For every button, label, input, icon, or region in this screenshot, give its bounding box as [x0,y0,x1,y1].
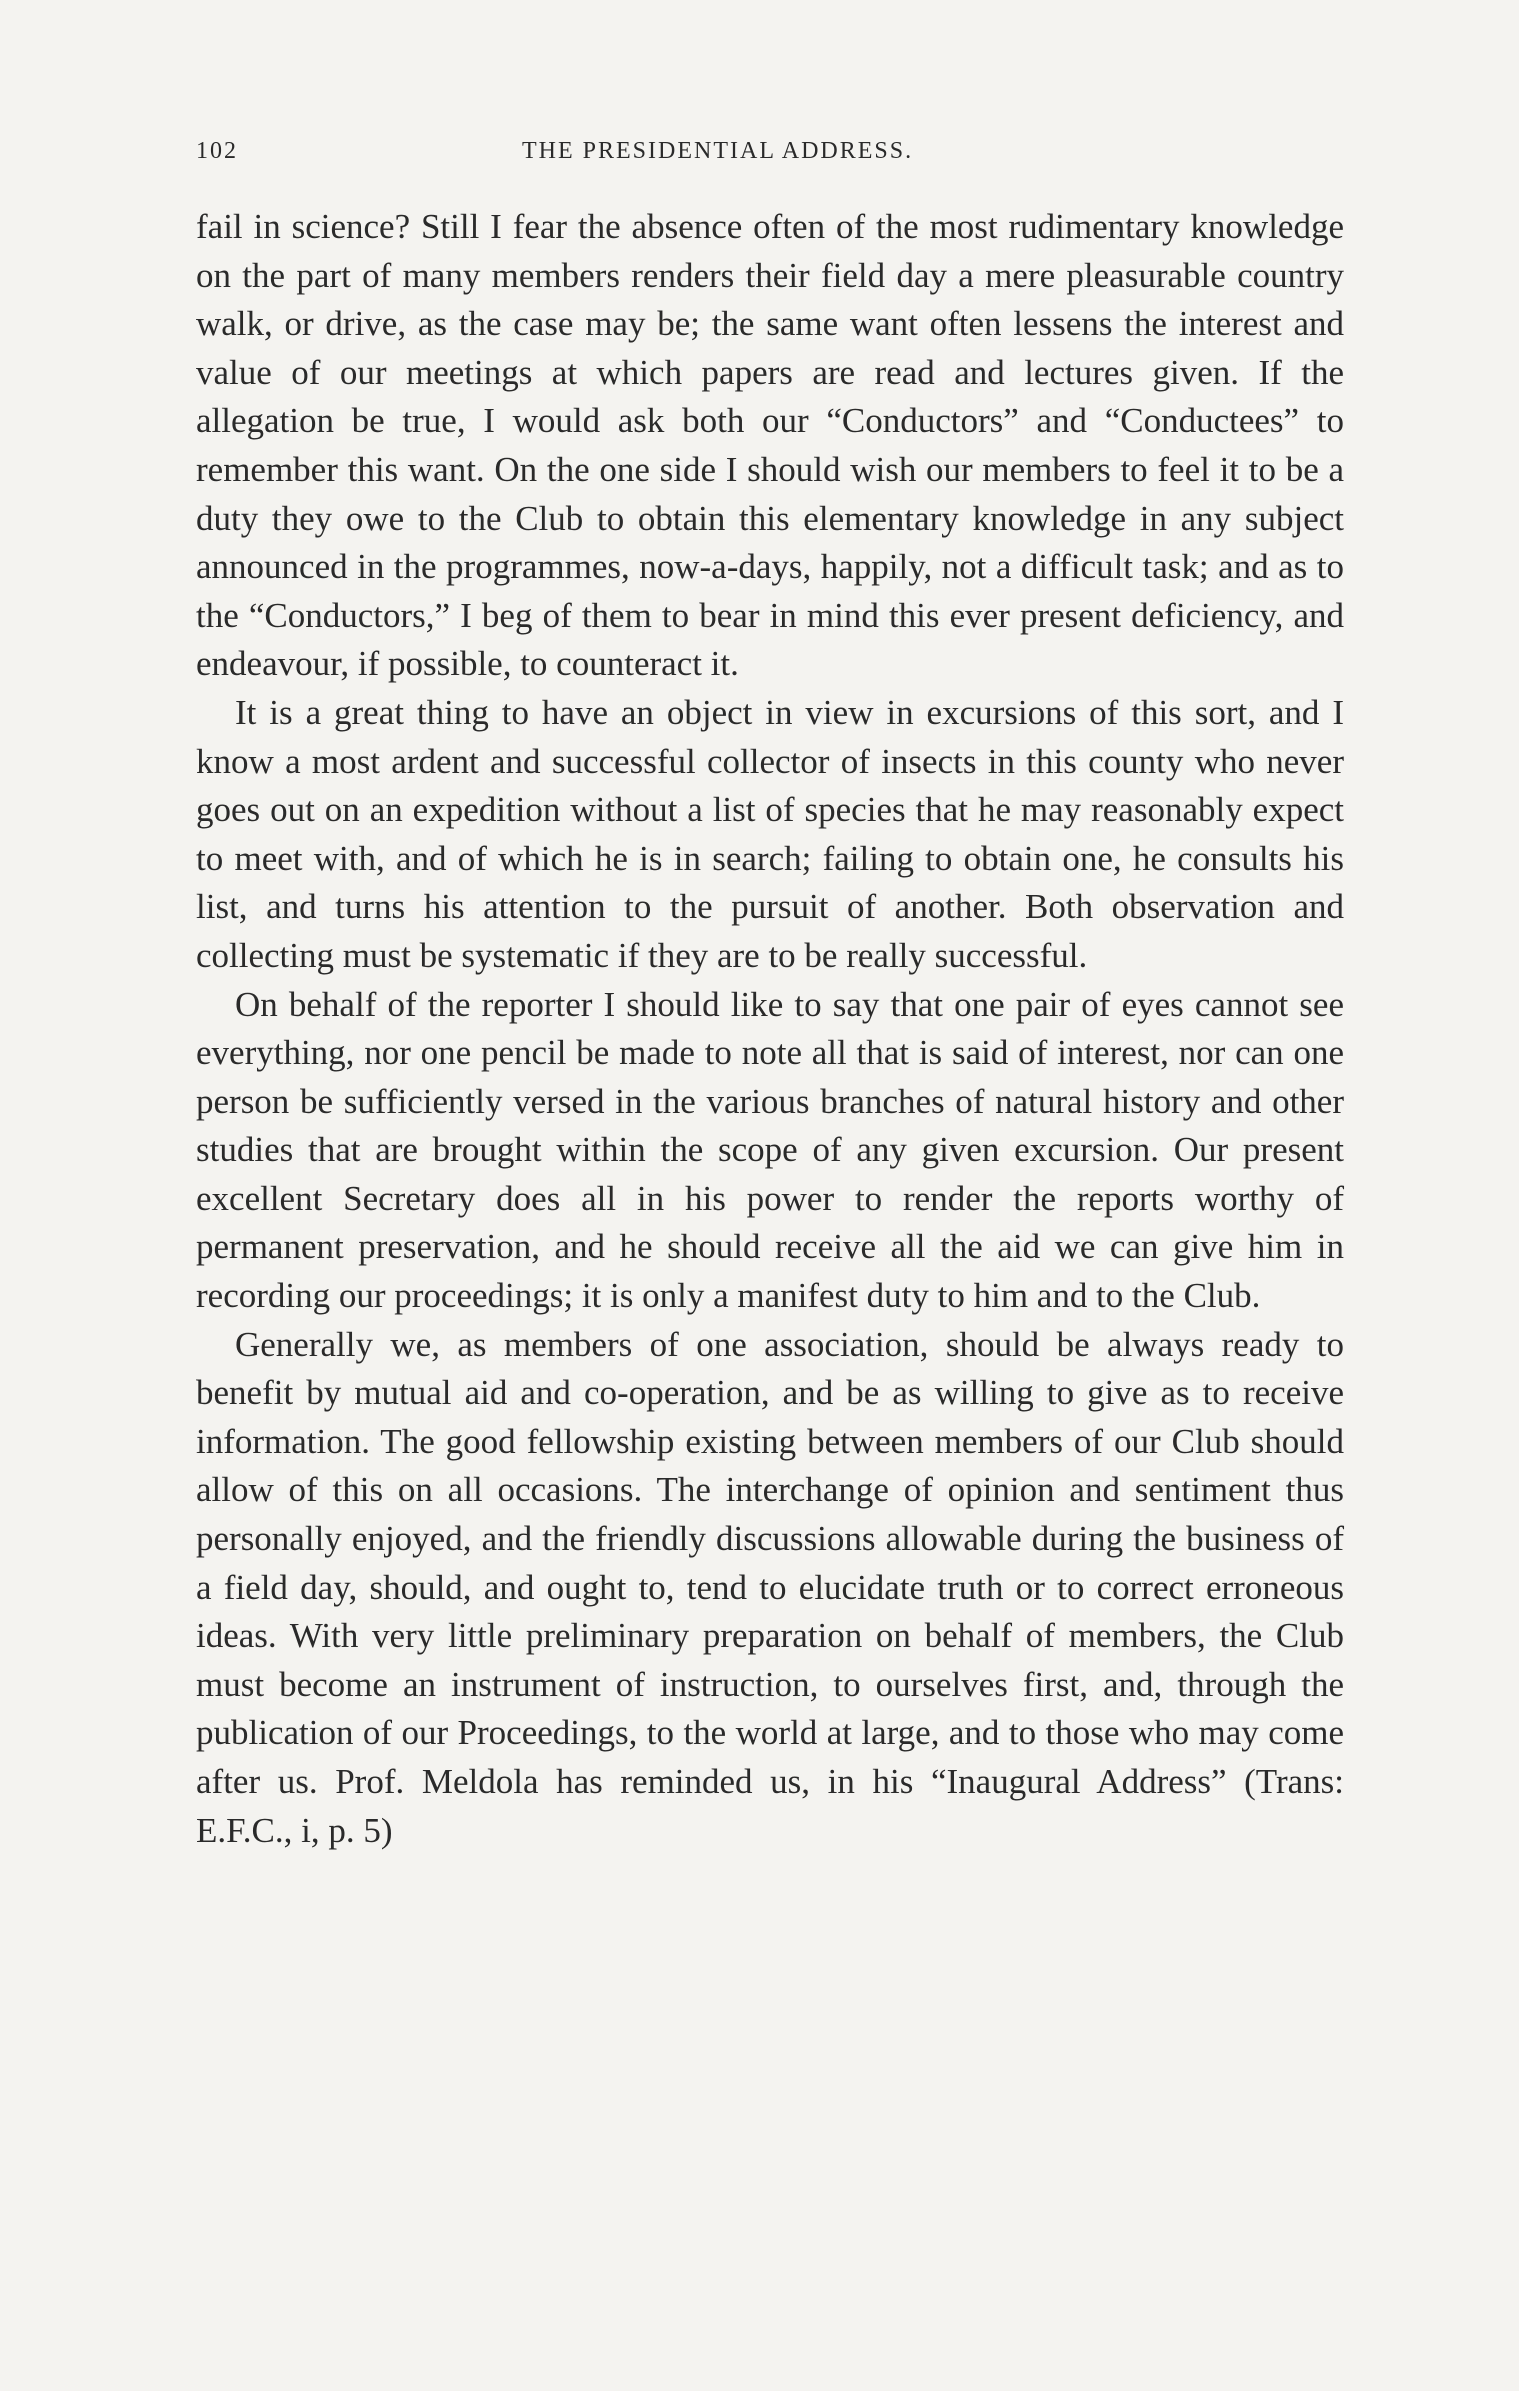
running-head [196,138,1344,178]
body-text [196,203,1344,1855]
page-number: 102 [196,138,238,164]
paragraph-collecting: It is a great thing to have an object in view in excursions of this sort, and I know a most ardent and successful collector of insects in this county who never goes out on an expedition without a list of species that he may reasonably expect to meet with, and of which he is in search; failing to obtain one, he consults his list, and turns his attention to the pursuit of another. Both observation and collecting must be systematic if they are to be really successful. [196,692,1344,975]
running-title: THE PRESIDENTIAL ADDRESS. [522,138,914,164]
paragraph-reporter: On behalf of the reporter I should like to say that one pair of eyes cannot see everything, nor one pencil be made to note all that is said of interest, nor can one person be sufficiently versed in the various branches of natural history and other studies that are brought within the scope of any given excursion. Our present excellent Secretary does all in his power to render the reports worthy of permanent preservation, and he should receive all the aid we can give him in recording our proceedings; it is only a manifest duty to him and to the Club. [196,984,1344,1316]
paragraph-continued: fail in science? Still I fear the absence often of the most rudimentary knowledge on the part of many members renders their field day a mere pleasurable country walk, or drive, as the case may be; the same want often lessens the interest and value of our meetings at which papers are read and lectures given. If the allegation be true, I would ask both our “Conductors” and “Conductees” to remember this want. On the one side I should wish our members to feel it to be a duty they owe to the Club to obtain this elementary knowledge in any subject announced in the programmes, now-a-days, happily, not a difficult task; and as to the “Conductors,” I beg of them to bear in mind this ever present deficiency, and endeavour, if possible, to counteract it. [196,207,1344,684]
paragraph-association: Generally we, as members of one association, should be always ready to benefit by mutual aid and co-operation, and be as willing to give as to receive information. The good fellowship existing between members of our Club should allow of this on all occasions. The interchange of opinion and sentiment thus personally enjoyed, and the friendly discussions allowable during the business of a field day, should, and ought to, tend to elucidate truth or to correct erroneous ideas. With very little preliminary preparation on behalf of members, the Club must become an instrument of instruction, to ourselves first, and, through the publication of our Proceedings, to the world at large, and to those who may come after us. Prof. Meldola has reminded us, in his “Inaugural Address” (Trans: E.F.C., i, p. 5) [196,1324,1344,1850]
